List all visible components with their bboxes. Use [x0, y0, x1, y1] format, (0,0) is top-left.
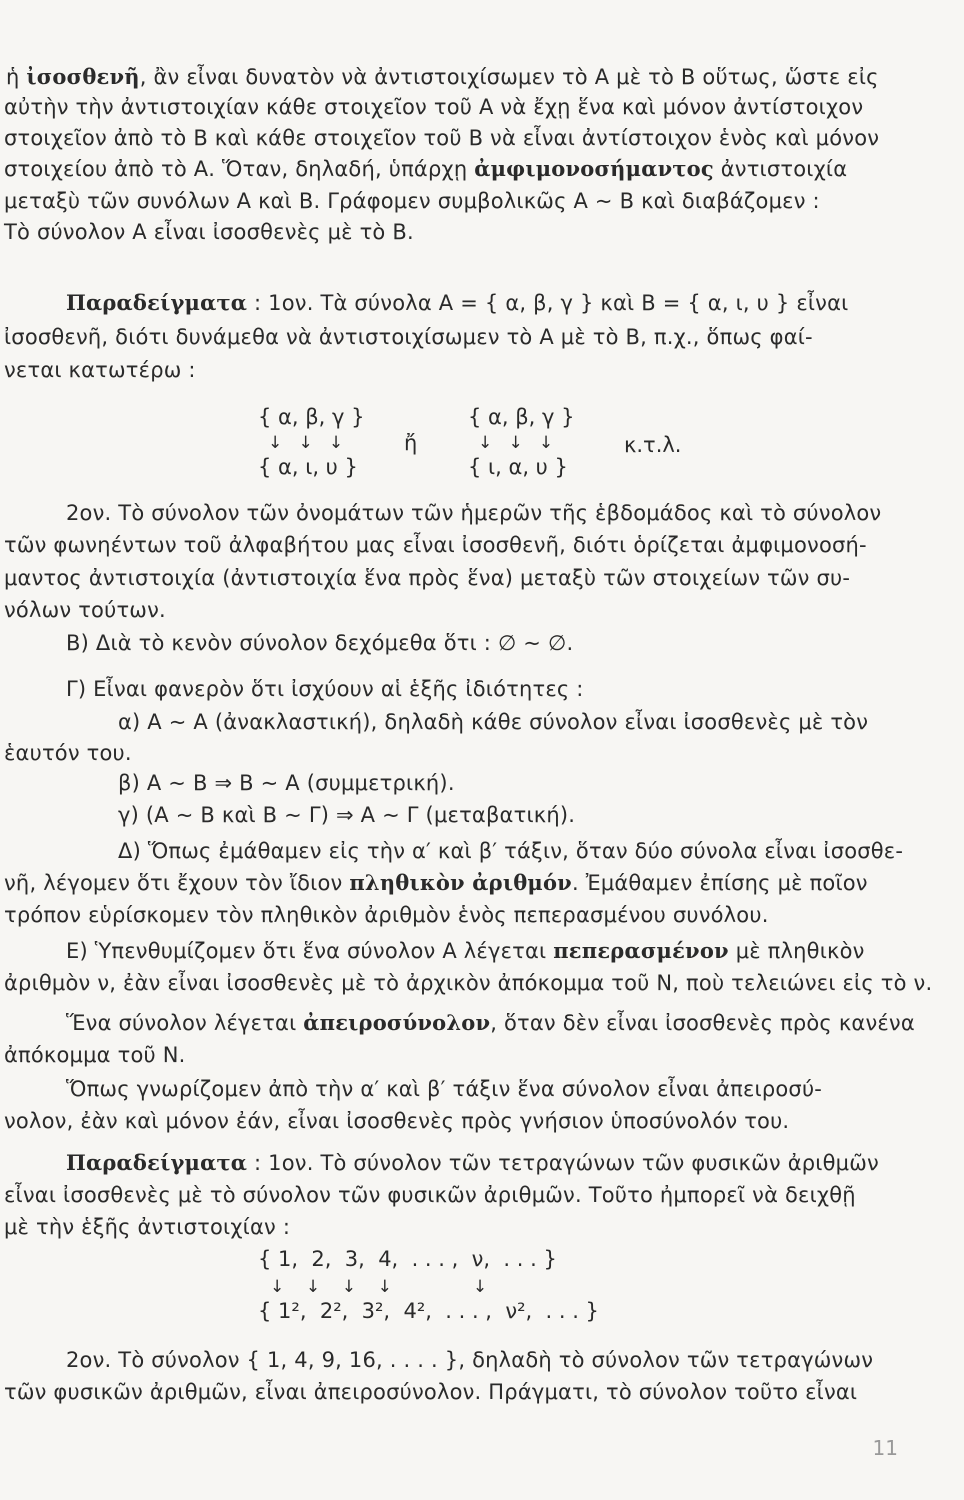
- text-line: Ὅπως γνωρίζομεν ἀπὸ τὴν α′ καὶ β′ τάξιν ἕνα σύνολον εἶναι ἀπειροσύ-: [66, 1077, 823, 1101]
- text-line: ἑαυτόν του.: [4, 741, 132, 765]
- mapping-arrows: ↓ ↓ ↓: [268, 433, 344, 453]
- text-line: Τὸ σύνολον Α εἶναι ἰσοσθενὲς μὲ τὸ Β.: [4, 220, 414, 244]
- set-b-bottom: { α, ι, υ }: [258, 455, 358, 479]
- set-b-bottom-alt: { ι, α, υ }: [468, 455, 568, 479]
- text-line: νολον, ἐὰν καὶ μόνον ἐάν, εἶναι ἰσοσθενὲς πρὸς γνήσιον ὑποσύνολόν του.: [4, 1109, 790, 1133]
- section-e: Ε) Ὑπενθυμίζομεν ὅτι ἕνα σύνολον Α λέγεται πεπερασμένον μὲ πληθικὸν: [66, 938, 865, 963]
- section-d: Δ) Ὅπως ἐμάθαμεν εἰς τὴν α′ καὶ β′ τάξιν, ὅταν δύο σύνολα εἶναι ἰσοσθε-: [118, 839, 904, 863]
- text-line: ἰσοσθενῆ, διότι δυνάμεθα νὰ ἀντιστοιχίσωμεν τὸ Α μὲ τὸ Β, π.χ., ὅπως φαί-: [4, 325, 813, 349]
- text-line: 2ον. Τὸ σύνολον τῶν ὀνομάτων τῶν ἡμερῶν τῆς ἑβδομάδος καὶ τὸ σύνολον: [66, 501, 882, 525]
- page-number: 11: [872, 1436, 898, 1460]
- squares-set: { 1², 2², 3², 4², . . . , ν², . . . }: [258, 1299, 599, 1323]
- text-line: μεταξὺ τῶν συνόλων Α καὶ Β. Γράφομεν συμβολικῶς Α ∼ Β καὶ διαβάζομεν :: [4, 189, 820, 213]
- text-line: στοιχεῖον ἀπὸ τὸ Β καὶ κάθε στοιχεῖον τοῦ Β νὰ εἶναι ἀντίστοιχον ἑνὸς καὶ μόνον: [4, 126, 880, 150]
- section-b: Β) Διὰ τὸ κενὸν σύνολον δεχόμεθα ὅτι : ∅ ∼ ∅.: [66, 631, 574, 655]
- section-g: Γ) Εἶναι φανερὸν ὅτι ἰσχύουν αἱ ἑξῆς ἰδιότητες :: [66, 677, 584, 701]
- text-line: αὐτὴν τὴν ἀντιστοιχίαν κάθε στοιχεῖον τοῦ Α νὰ ἔχῃ ἕνα καὶ μόνον ἀντίστοιχον: [4, 95, 864, 119]
- natural-numbers-set: { 1, 2, 3, 4, . . . , ν, . . . }: [258, 1247, 557, 1271]
- text-line: εἶναι ἰσοσθενὲς μὲ τὸ σύνολον τῶν φυσικῶν ἀριθμῶν. Τοῦτο ἠμπορεῖ νὰ δειχθῇ: [4, 1183, 856, 1207]
- text-line: ἀριθμὸν ν, ἐὰν εἶναι ἰσοσθενὲς μὲ τὸ ἀρχικὸν ἀπόκομμα τοῦ Ν, ποὺ τελειώνει εἰς τὸ ν.: [4, 971, 933, 995]
- definition-infinite-set: Ἕνα σύνολον λέγεται ἀπειροσύνολον, ὅταν δὲν εἶναι ἰσοσθενὲς πρὸς κανένα: [66, 1010, 915, 1035]
- text-line: στοιχείου ἀπὸ τὸ Α. Ὅταν, δηλαδή, ὑπάρχῃ ἀμφιμονοσήμαντος ἀντιστοιχία: [4, 156, 848, 181]
- text-line: τῶν φυσικῶν ἀριθμῶν, εἶναι ἀπειροσύνολον. Πράγματι, τὸ σύνολον τοῦτο εἶναι: [4, 1380, 858, 1404]
- text-line: 2ον. Τὸ σύνολον { 1, 4, 9, 16, . . . . }, δηλαδὴ τὸ σύνολον τῶν τετραγώνων: [66, 1348, 874, 1372]
- set-a-top: { α, β, γ }: [258, 405, 365, 429]
- examples-heading-line: Παραδείγματα : 1ον. Τὸ σύνολον τῶν τετραγώνων τῶν φυσικῶν ἀριθμῶν: [66, 1150, 879, 1175]
- text-line: τρόπον εὑρίσκομεν τὸν πληθικὸν ἀριθμὸν ἑνὸς πεπερασμένου συνόλου.: [4, 903, 769, 927]
- property-transitive: γ) (Α ∼ Β καὶ Β ∼ Γ) ⇒ Α ∼ Γ (μεταβατική).: [118, 803, 576, 827]
- or-word: ἤ: [404, 431, 418, 455]
- text-line: τῶν φωνηέντων τοῦ ἀλφαβήτου μας εἶναι ἰσοσθενῆ, διότι ὁρίζεται ἀμφιμονοσή-: [4, 533, 867, 557]
- property-symmetric: β) Α ∼ Β ⇒ Β ∼ Α (συμμετρική).: [118, 771, 455, 795]
- text-line: μὲ τὴν ἑξῆς ἀντιστοιχίαν :: [4, 1215, 291, 1239]
- examples-heading-line: Παραδείγματα : 1ον. Τὰ σύνολα Α = { α, β, γ } καὶ Β = { α, ι, υ } εἶναι: [66, 290, 849, 315]
- text-line: μαντος ἀντιστοιχία (ἀντιστοιχία ἕνα πρὸς ἕνα) μεταξὺ τῶν στοιχείων τῶν συ-: [4, 566, 851, 590]
- mapping-arrows-alt: ↓ ↓ ↓: [478, 433, 554, 453]
- etc-label: κ.τ.λ.: [624, 433, 682, 457]
- text-line: νῆ, λέγομεν ὅτι ἔχουν τὸν ἴδιον πληθικὸν ἀριθμόν. Ἐμάθαμεν ἐπίσης μὲ ποῖον: [4, 870, 868, 895]
- mapping-arrows: ↓ ↓ ↓ ↓ ↓: [270, 1277, 488, 1297]
- property-reflexive: α) Α ∼ Α (ἀνακλαστική), δηλαδὴ κάθε σύνολον εἶναι ἰσοσθενὲς μὲ τὸν: [118, 710, 869, 734]
- text-line: ἀπόκομμα τοῦ Ν.: [4, 1043, 186, 1067]
- text-line: νεται κατωτέρω :: [4, 358, 196, 382]
- text-line: ἡ ἰσοσθενῆ, ἂν εἶναι δυνατὸν νὰ ἀντιστοιχίσωμεν τὸ Α μὲ τὸ Β οὕτως, ὥστε εἰς: [6, 64, 879, 89]
- text-line: νόλων τούτων.: [4, 598, 166, 622]
- set-a-top-alt: { α, β, γ }: [468, 405, 575, 429]
